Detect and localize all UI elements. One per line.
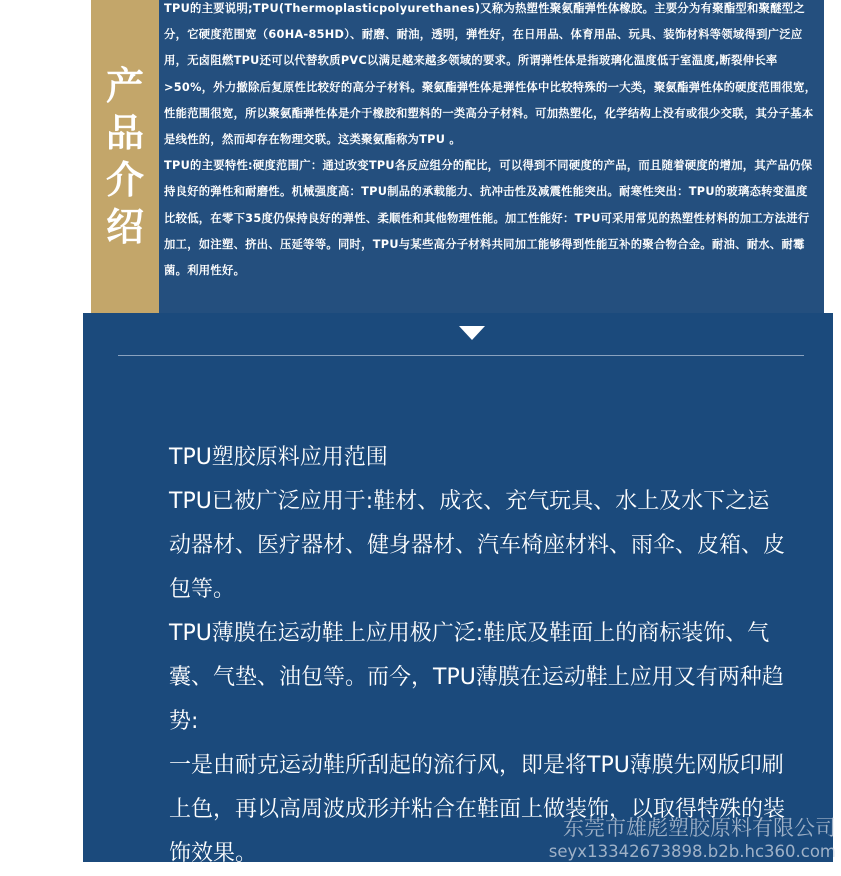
divider-line: [118, 355, 804, 356]
application-paragraph: TPU已被广泛应用于:鞋材、成衣、充气玩具、水上及水下之运动器材、医疗器材、健身器材、汽车椅座材料、雨伞、皮箱、皮包等。: [169, 489, 786, 602]
application-heading: TPU塑胶原料应用范围: [169, 445, 388, 470]
intro-paragraph-description: TPU的主要说明;TPU(Thermoplasticpolyurethanes)又称为热塑性聚氨酯弹性体橡胶。主要分为有聚酯型和聚醚型之分，它硬度范围宽（60HA-85HD）、耐磨、耐油，透明，弹性好，在日用品、体育用品、玩具、装饰材料等领域得到广泛应用，无卤阻燃TPU还可以代替软质PVC以满足越来越多领域的要求。所谓弹性体是指玻璃化温度低于室温度,断裂伸长率>50%，外力撤除后复原性比较好的高分子材料。聚氨酯弹性体是弹性体中比较特殊的一大类，聚氨酯弹性体的硬度范围很宽，性能范围很宽，所以聚氨酯弹性体是介于橡胶和塑料的一类高分子材料。可加热塑化，化学结构上没有或很少交联，其分子基本是线性的，然而却存在物理交联。这类聚氨酯称为TPU 。: [164, 2, 817, 147]
section-title: 产品介绍: [105, 63, 144, 249]
watermark-url: seyx13342673898.b2b.hc360.com: [548, 842, 836, 861]
chevron-down-icon: [459, 326, 485, 340]
product-intro-panel: [91, 0, 824, 313]
application-paragraph: 一是由耐克运动鞋所刮起的流行风，即是将TPU薄膜先网版印刷上色，再以高周波成形并粘合在鞋面上做装饰，以取得特殊的装饰效果。: [169, 753, 786, 866]
application-panel: [83, 313, 833, 866]
intro-paragraph-features: TPU的主要特性:硬度范围广：通过改变TPU各反应组分的配比，可以得到不同硬度的产品，而且随着硬度的增加，其产品仍保持良好的弹性和耐磨性。机械强度高：TPU制品的承载能力、抗冲击性及减震性能突出。耐寒性突出：TPU的玻璃态转变温度比较低，在零下35度仍保持良好的弹性、柔顺性和其他物理性能。加工性能好：TPU可采用常见的热塑性材料的加工方法进行加工，如注塑、挤出、压延等等。同时，TPU与某些高分子材料共同加工能够得到性能互补的聚合物合金。耐油、耐水、耐霉菌。利用性好。: [164, 159, 813, 278]
watermark: [549, 817, 836, 863]
intro-text: [164, 0, 817, 284]
application-paragraph: TPU薄膜在运动鞋上应用极广泛:鞋底及鞋面上的商标装饰、气囊、气垫、油包等。而今，TPU薄膜在运动鞋上应用又有两种趋势:: [169, 621, 784, 734]
watermark-company: 东莞市雄彪塑胶原料有限公司: [563, 816, 836, 840]
application-content: [169, 436, 789, 876]
section-title-tab: [91, 0, 159, 313]
